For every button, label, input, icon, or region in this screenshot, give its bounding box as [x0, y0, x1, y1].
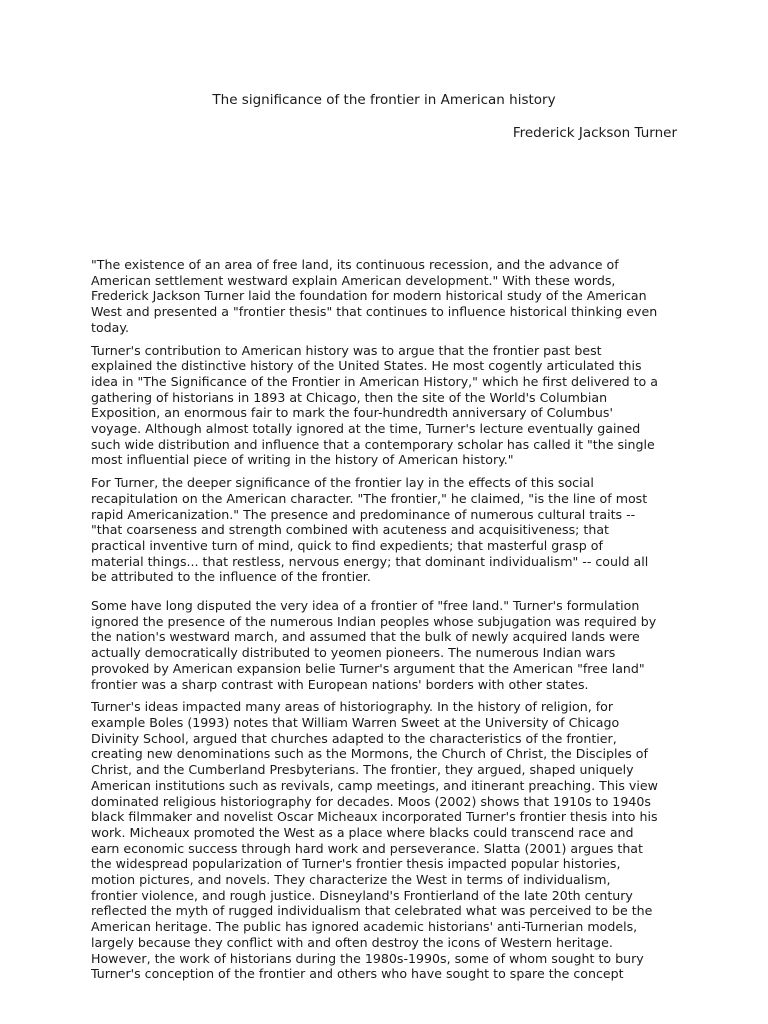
text-line: American institutions such as revivals, camp meetings, and itinerant preaching. This view [91, 777, 658, 793]
text-line: such wide distribution and influence that a contemporary scholar has called it "the single [91, 436, 655, 452]
text-line: reflected the myth of rugged individualism that celebrated what was perceived to be the [91, 903, 653, 919]
text-line: ignored the presence of the numerous Indian peoples whose subjugation was required by [91, 613, 657, 629]
text-line: largely because they conflict with and often destroy the icons of Western heritage. [91, 934, 613, 950]
text-line: black filmmaker and novelist Oscar Micheaux incorporated Turner's frontier thesis into his [91, 809, 658, 825]
text-line: creating new denominations such as the Mormons, the Church of Christ, the Disciples of [91, 746, 648, 762]
text-line: earn economic success through hard work and perseverance. Slatta (2001) argues that [91, 840, 643, 856]
text-line: example Boles (1993) notes that William Warren Sweet at the University of Chicago [91, 714, 620, 730]
text-line: explained the distinctive history of the United States. He most cogently articulated this [91, 358, 642, 374]
text-line: "The existence of an area of free land, its continuous recession, and the advance of [91, 257, 619, 272]
text-line: idea in "The Significance of the Frontier in American History," which he first delivered to a [91, 373, 658, 389]
text-line: today. [91, 319, 130, 335]
text-line: recapitulation on the American character. "The frontier," he claimed, "is the line of most [91, 490, 648, 506]
text-line: the nation's westward march, and assumed that the bulk of newly acquired lands were [91, 629, 640, 645]
text-line: West and presented a "frontier thesis" that continues to influence historical thinking even [91, 304, 658, 320]
text-line: motion pictures, and novels. They characterize the West in terms of individualism, [91, 872, 611, 888]
text-line: provoked by American expansion belie Turner's argument that the American "free land" [91, 660, 645, 676]
text-line: frontier violence, and rough justice. Disneyland's Frontierland of the late 20th century [91, 887, 633, 903]
text-line: dominated religious historiography for decades. Moos (2002) shows that 1910s to 1940s [91, 793, 651, 809]
text-line: However, the work of historians during the 1980s-1990s, some of whom sought to bury [91, 950, 644, 966]
text-line: be attributed to the influence of the frontier. [91, 569, 371, 585]
document-author: Frederick Jackson Turner [512, 125, 677, 141]
text-line: practical inventive turn of mind, quick to find expedients; that masterful grasp of [91, 537, 603, 553]
paragraph-2 [91, 343, 691, 469]
text-line: most influential piece of writing in the history of American history." [91, 452, 514, 468]
document-title: The significance of the frontier in American history [212, 92, 556, 108]
text-line: actually democratically distributed to yeomen pioneers. The numerous Indian wars [91, 645, 616, 661]
paragraph-4 [91, 598, 691, 692]
text-line: voyage. Although almost totally ignored at the time, Turner's lecture eventually gained [91, 421, 641, 437]
text-line: gathering of historians in 1893 at Chicago, then the site of the World's Columbian [91, 389, 608, 405]
text-line: Divinity School, argued that churches adapted to the characteristics of the frontier, [91, 730, 617, 746]
text-line: Frederick Jackson Turner laid the foundation for modern historical study of the American [91, 288, 647, 304]
text-line: rapid Americanization." The presence and predominance of numerous cultural traits -- [91, 506, 636, 522]
text-line: Exposition, an enormous fair to mark the four-hundredth anniversary of Columbus' [91, 405, 613, 421]
text-line: Turner's ideas impacted many areas of historiography. In the history of religion, for [91, 699, 614, 715]
text-line: American heritage. The public has ignored academic historians' anti-Turnerian models, [91, 919, 638, 935]
text-line: American settlement westward explain American development." With these words, [91, 272, 616, 288]
text-line: Some have long disputed the very idea of a frontier of "free land." Turner's formulation [91, 598, 640, 614]
text-line: Turner's conception of the frontier and others who have sought to spare the concept [91, 966, 624, 982]
document-body [91, 257, 691, 989]
text-line: frontier was a sharp contrast with European nations' borders with other states. [91, 676, 589, 692]
text-line: work. Micheaux promoted the West as a place where blacks could transcend race and [91, 824, 634, 840]
text-line: the widespread popularization of Turner's frontier thesis impacted popular histories, [91, 856, 621, 872]
text-line: material things... that restless, nervous energy; that dominant individualism" -- could all [91, 553, 649, 569]
paragraph-5 [91, 699, 691, 982]
text-line: For Turner, the deeper significance of the frontier lay in the effects of this social [91, 475, 594, 491]
text-line: "that coarseness and strength combined with acuteness and acquisitiveness; that [91, 522, 609, 538]
text-line: Christ, and the Cumberland Presbyterians. The frontier, they argued, shaped uniquely [91, 762, 634, 778]
paragraph-3 [91, 475, 691, 585]
text-line: Turner's contribution to American history was to argue that the frontier past best [91, 342, 602, 358]
paragraph-1 [91, 257, 691, 336]
